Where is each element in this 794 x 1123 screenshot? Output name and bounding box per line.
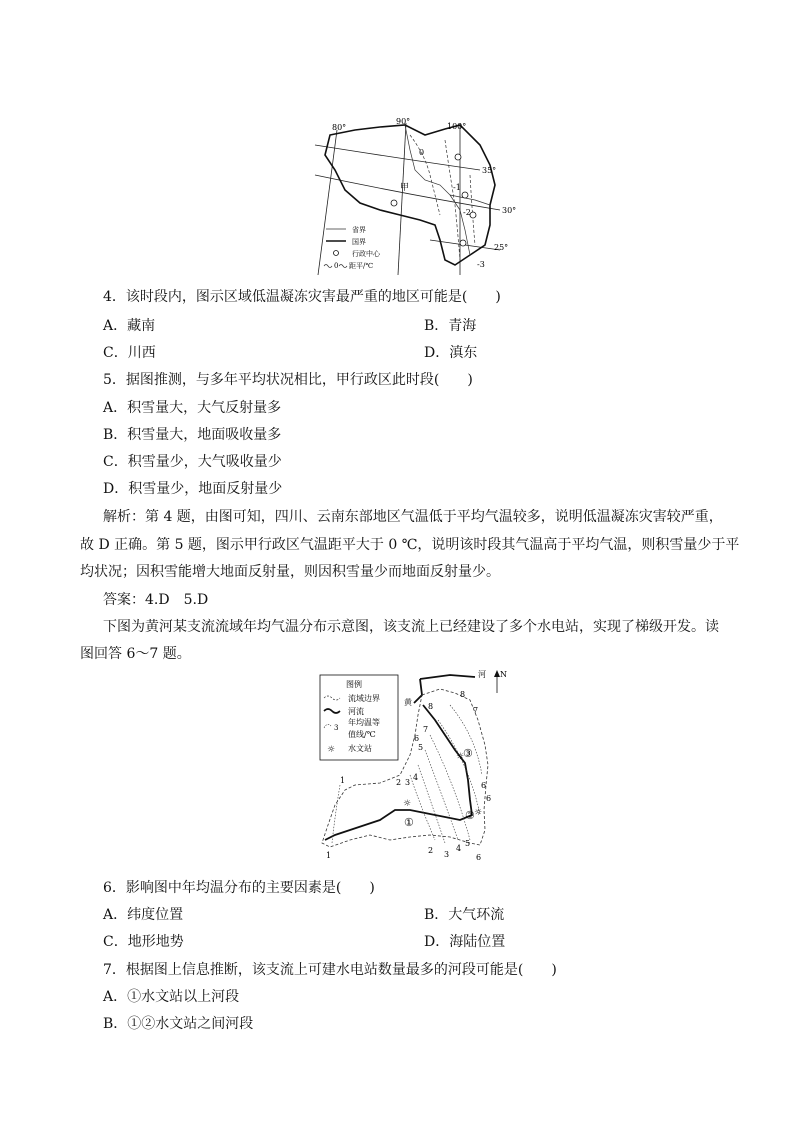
q7-option-a[interactable]: A．①水文站以上河段 [103,989,240,1005]
q4-option-a[interactable]: A．藏南 [103,318,156,334]
q5-option-b[interactable]: B．积雪量大，地面吸收量多 [103,427,282,443]
lon-label: 100° [447,122,467,131]
anomaly-isoline [410,135,440,215]
isotherm-label: 1 [326,851,332,860]
station-3-label: ③ [463,747,473,760]
isotherm-label: 6 [486,794,492,803]
q4-option-d[interactable]: D．滇东 [424,345,478,361]
legend-river-label: 河流 [348,707,364,716]
region-jia-label: 甲 [400,183,410,193]
isotherm-label: 6 [414,734,420,743]
isotherm-label: 4 [456,844,462,853]
legend-country-label: 国界 [352,238,366,246]
isotherm-label: 5 [465,839,471,848]
river-he-label: 河 [478,670,486,679]
isotherm-label: 1 [340,776,346,785]
q5-option-d[interactable]: D．积雪量少，地面反射量少 [103,481,283,497]
intro-line: 图回答 6～7 题。 [80,646,191,662]
intro-line: 下图为黄河某支流流域年均气温分布示意图，该支流上已经建设了多个水电站，实现了梯级开发。读 [103,619,719,635]
legend-boundary-label: 流域边界 [348,694,380,703]
north-label: N [500,670,507,679]
isotherm-label: 8 [460,690,466,699]
isoline-label: -3 [477,260,485,269]
lon-label: 90° [396,117,411,126]
legend-isotherm-label-2: 值线/℃ [348,730,376,739]
isotherm-label: 5 [418,743,424,752]
isotherm-label: 4 [413,773,419,782]
legend-station-symbol: ☼ [326,745,336,755]
isotherm-label: 3 [444,850,450,859]
legend-capital-symbol [334,251,339,256]
q7-option-b[interactable]: B．①②水文站之间河段 [103,1016,254,1032]
legend-anomaly-label: 距平/℃ [349,262,374,270]
q6-option-d[interactable]: D．海陆位置 [424,934,506,950]
lon-label: 80° [332,123,347,132]
legend-anomaly-prefix: 0 [334,262,339,270]
longitude-90-line [398,123,406,275]
legend-station-label: 水文站 [348,744,372,753]
capital-marker [462,192,468,198]
q4-option-c[interactable]: C．川西 [103,345,156,361]
isoline-label: -2 [463,208,471,217]
station-1-label: ① [404,816,414,829]
question-5-stem: 5．据图推测，与多年平均状况相比，甲行政区此时段( ) [103,372,473,388]
q6-option-c[interactable]: C．地形地势 [103,934,184,950]
hydro-station-2-symbol: ☼ [473,808,483,818]
isotherm-label: 6 [481,781,487,790]
q6-option-a[interactable]: A．纬度位置 [103,907,184,923]
capital-marker [391,200,397,206]
station-2-label: ② [465,809,475,822]
capital-marker [460,240,466,246]
legend-isotherm-label: 年均温等 [348,718,380,727]
capital-marker [470,212,476,218]
legend-title: 图例 [346,680,362,689]
isotherm [425,750,458,840]
q4-option-b[interactable]: B．青海 [424,318,477,334]
analysis-line: 故 D 正确。第 5 题，图示甲行政区气温距平大于 0 ℃，说明该时段其气温高于平均气温，则积雪量少于平 [80,537,740,553]
q6-option-b[interactable]: B．大气环流 [424,907,505,923]
river-basin-map-svg [310,665,510,870]
legend-capital-label: 行政中心 [352,250,380,258]
question-6-stem: 6．影响图中年均温分布的主要因素是( ) [103,880,375,896]
isotherm-label: 3 [405,778,411,787]
isoline-label: -1 [453,183,461,192]
legend-anomaly-symbol [324,265,332,268]
river-huang-label: 黄 [404,698,412,707]
isotherm-label: 7 [423,725,429,734]
hydro-station-1-symbol: ☼ [402,799,412,809]
country-border [325,125,495,265]
lat-label: 25° [494,243,509,252]
legend-isotherm-prefix: 3 [334,724,339,732]
temperature-anomaly-map [310,115,530,280]
isoline-label: 0 [419,148,425,157]
isotherm [410,775,435,840]
isotherm-label: 6 [476,853,482,862]
analysis-line: 均状况；因积雪能增大地面反射量，则因积雪量少而地面反射量少。 [80,564,500,580]
isotherm-label: 8 [428,702,434,711]
analysis-line: 解析：第 4 题，由图可知，四川、云南东部地区气温低于平均气温较多，说明低温凝冻灾害较严重， [103,509,723,525]
legend-anomaly-symbol [339,265,347,268]
isotherm-label: 2 [428,846,434,855]
question-4-stem: 4．该时段内，图示区域低温凝冻灾害最严重的地区可能是( ) [103,289,501,305]
lat-label: 35° [482,166,497,175]
q5-option-c[interactable]: C．积雪量少，大气吸收量少 [103,454,282,470]
yellow-river [420,675,475,679]
temperature-anomaly-map-svg [310,115,530,280]
hydro-station-3-symbol: ☼ [455,752,465,762]
question-7-stem: 7．根据图上信息推断，该支流上可建水电站数量最多的河段可能是( ) [103,962,557,978]
q5-option-a[interactable]: A．积雪量大，大气反射量多 [103,400,282,416]
lat-label: 30° [502,206,517,215]
isotherm-label: 7 [473,706,479,715]
river-basin-temperature-map [310,665,510,870]
isotherm-label: 2 [396,778,402,787]
answer-line: 答案：4.D 5.D [103,592,209,608]
capital-marker [455,154,461,160]
legend-province-label: 省界 [352,226,366,234]
